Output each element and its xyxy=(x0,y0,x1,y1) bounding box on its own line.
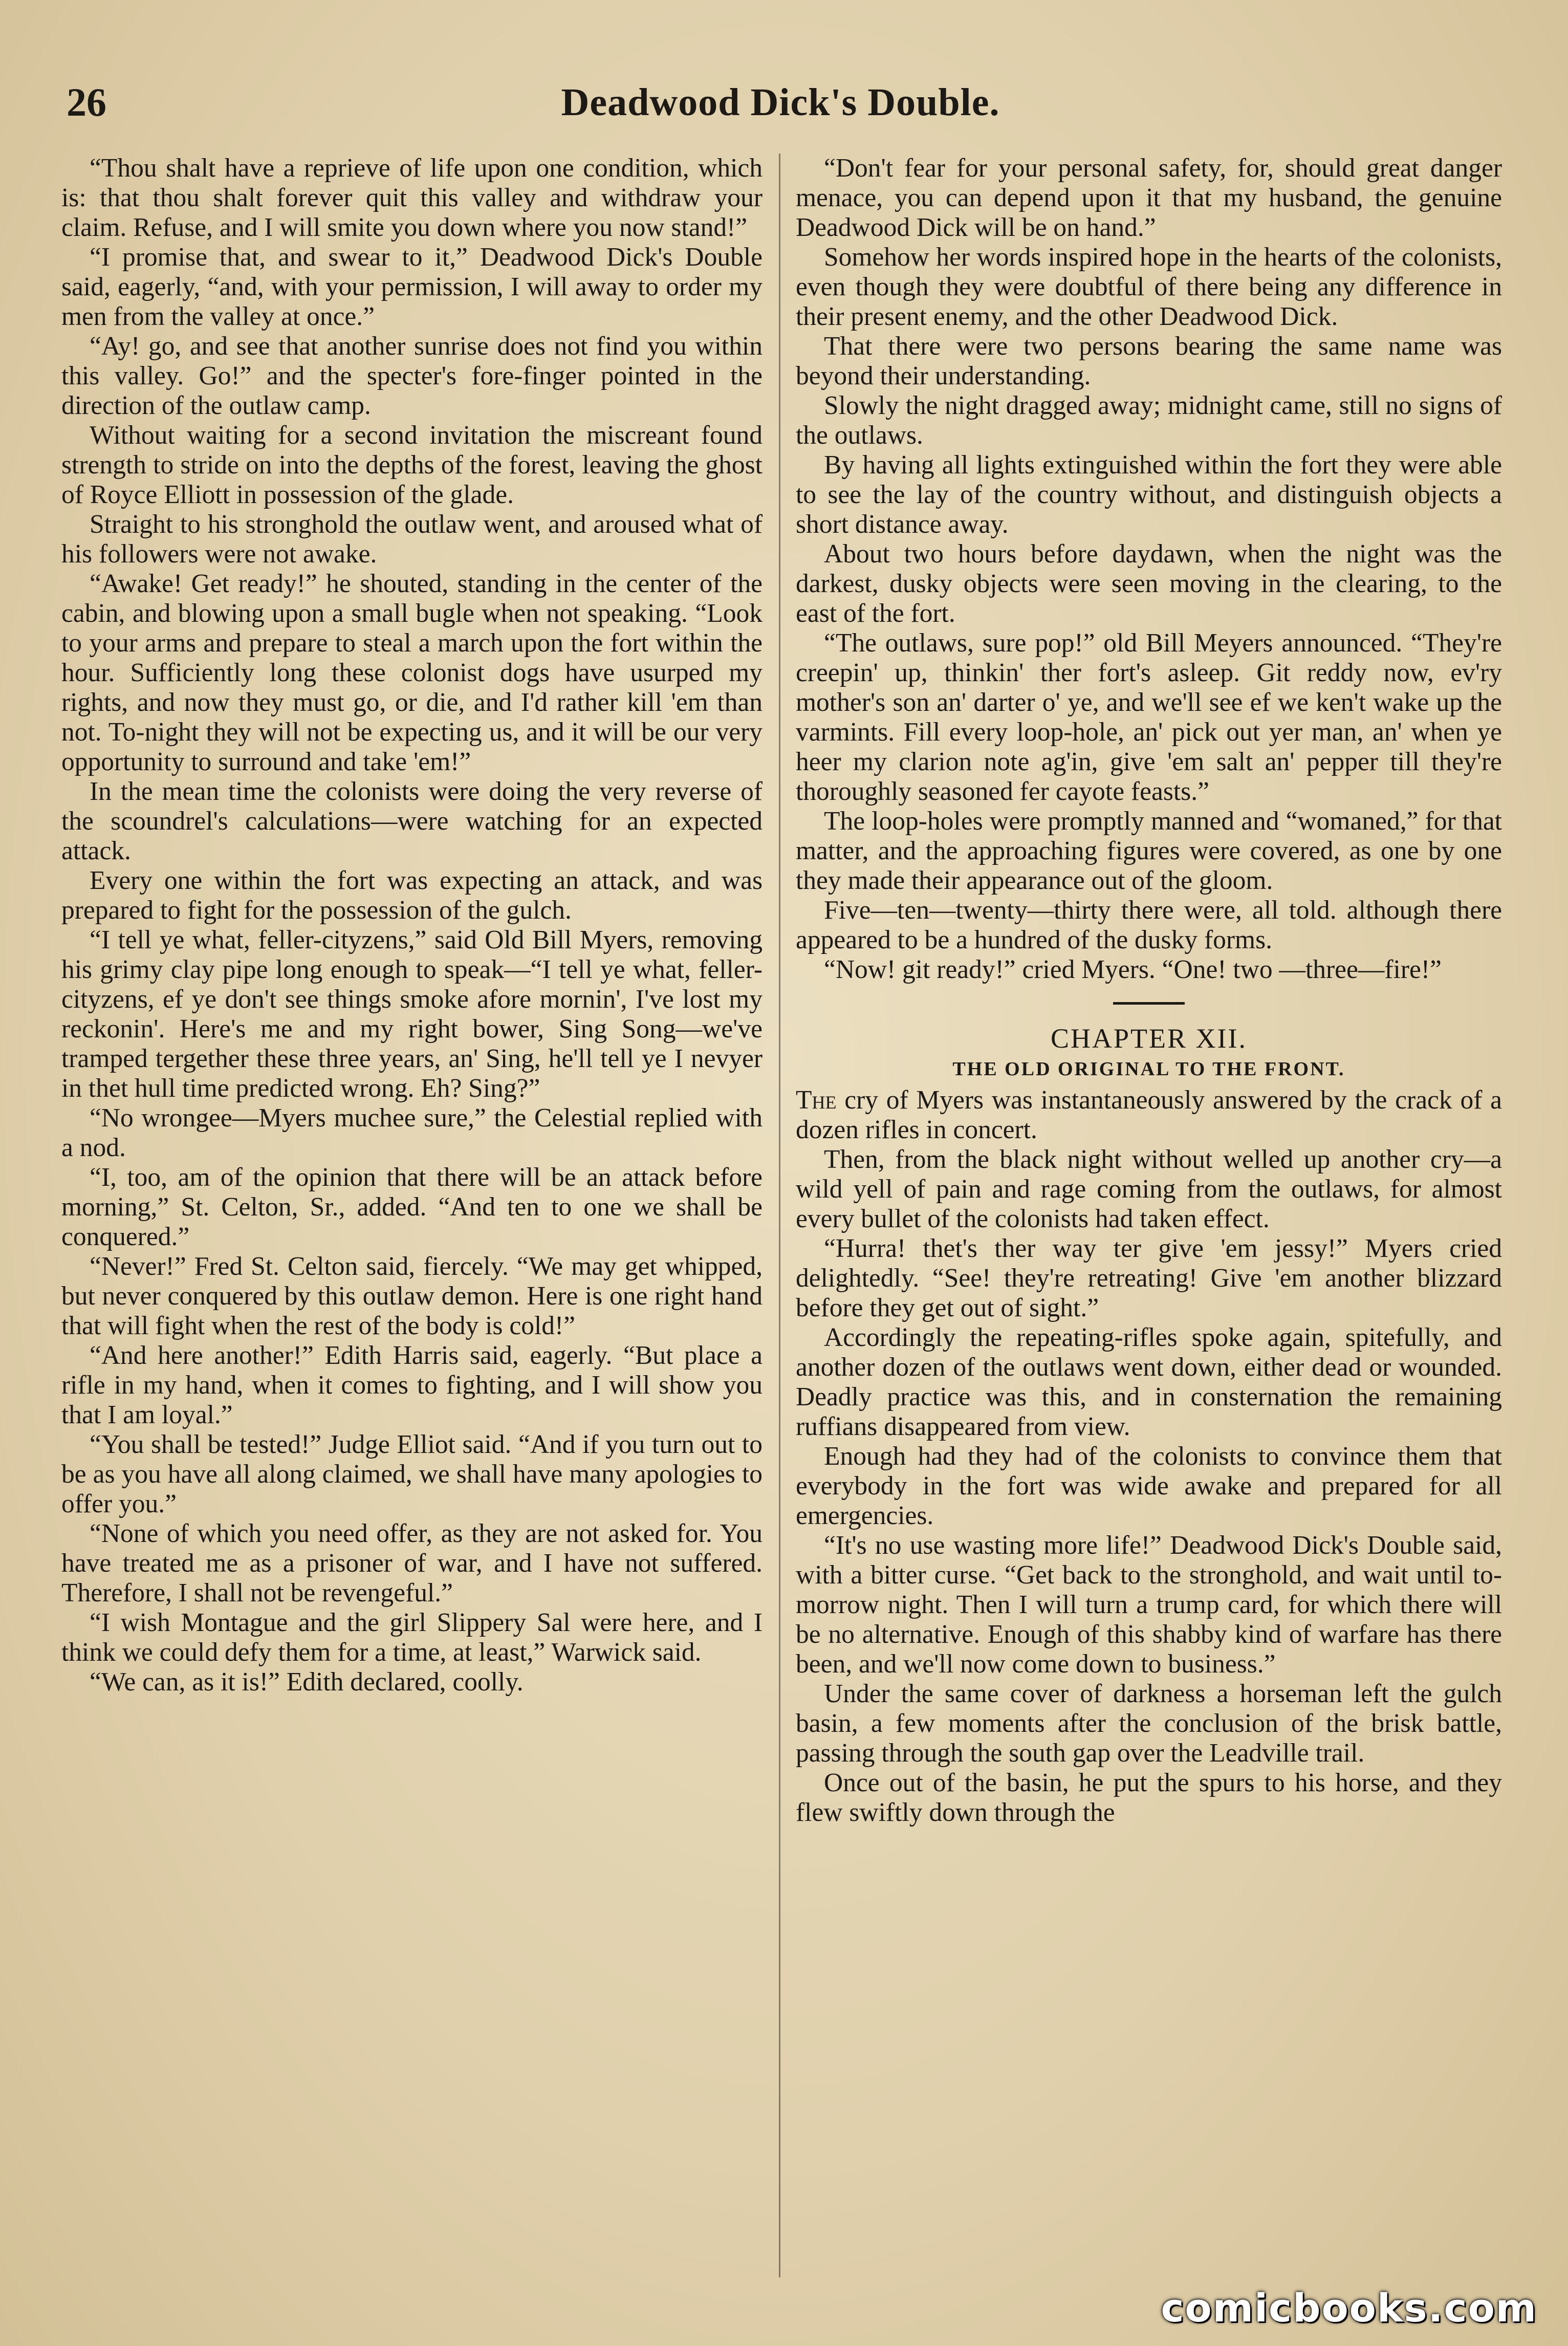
paragraph: “Now! git ready!” cried Myers. “One! two —three—fire!” xyxy=(824,955,1442,984)
paragraph: “Never!” Fred St. Celton said, fiercely. “We may get whipped, but never conquered by this outlaw demon. Here is one right hand that will fight when the rest of the body is cold!” xyxy=(61,1252,763,1340)
page-header xyxy=(67,72,1494,133)
paragraph: Once out of the basin, he put the spurs to his horse, and they flew swiftly down through the xyxy=(796,1768,1502,1827)
paragraph-text: cry of Myers was instantaneously answered by the crack of a dozen rifles in concert. xyxy=(796,1085,1502,1144)
paragraph: Straight to his stronghold the outlaw went, and aroused what of his followers were not awake. xyxy=(61,510,763,569)
paragraph: “The outlaws, sure pop!” old Bill Meyers announced. “They're creepin' up, thinkin' ther fort's asleep. Git reddy now, ev'ry mother's son an' darter o' ye, and we'll see ef we ken't wake up the varmints. Fill every loop-hole, an' pick out yer man, an' when ye heer my clarion note ag'in, give 'em salt an' pepper till they're thoroughly seasoned fer cayote feasts.” xyxy=(796,628,1502,806)
paragraph: “Awake! Get ready!” he shouted, standing in the center of the cabin, and blowing upon a small bugle when not speaking. “Look to your arms and prepare to steal a march upon the fort within the hour. Sufficiently long these colonist dogs have usurped my rights, and now they must go, or die, and I'd rather kill 'em than not. To-night they will not be expecting us, and it will be our very opportunity to surround and take 'em!” xyxy=(61,569,763,776)
chapter-rule xyxy=(1113,1002,1185,1005)
paragraph: “I tell ye what, feller-cityzens,” said Old Bill Myers, removing his grimy clay pipe long enough to speak—“I tell ye what, feller-cityzens, ef ye don't see things smoke afore mornin', I've lost my reckonin'. Here's me and my right bower, Sing Song—we've tramped tergether these three years, an' Sing, he'll tell ye I nevyer in thet hull time predicted wrong. Eh? Sing?” xyxy=(61,925,763,1103)
paragraph: About two hours before daydawn, when the night was the darkest, dusky objects were seen moving in the clearing, to the east of the fort. xyxy=(796,539,1502,628)
page-number: 26 xyxy=(67,80,106,124)
paragraph: That there were two persons bearing the same name was beyond their understanding. xyxy=(796,332,1502,390)
chapter-title: THE OLD ORIGINAL TO THE FRONT. xyxy=(952,1058,1345,1080)
left-column xyxy=(61,154,763,2277)
paragraph: Without waiting for a second invitation the miscreant found strength to stride on into the depths of the forest, leaving the ghost of Royce Elliott in possession of the glade. xyxy=(61,421,763,509)
paragraph: “No wrongee—Myers muchee sure,” the Celestial replied with a nod. xyxy=(61,1103,763,1162)
paragraph: “Don't fear for your personal safety, for, should great danger menace, you can depend upon it that my husband, the genuine Deadwood Dick will be on hand.” xyxy=(796,154,1502,242)
paragraph: In the mean time the colonists were doing the very reverse of the scoundrel's calculations—were watching for an expected attack. xyxy=(61,777,763,865)
paragraph xyxy=(796,1085,1502,1145)
paragraph: “Hurra! thet's ther way ter give 'em jessy!” Myers cried delightedly. “See! they're retreating! Give 'em another blizzard before they get out of sight.” xyxy=(796,1234,1502,1322)
paragraph: “None of which you need offer, as they are not asked for. You have treated me as a prisoner of war, and I have not suffered. Therefore, I shall not be revengeful.” xyxy=(61,1519,763,1608)
paragraph: “We can, as it is!” Edith declared, coolly. xyxy=(90,1667,524,1697)
paragraph: “Thou shalt have a reprieve of life upon one condition, which is: that thou shalt forever quit this valley and withdraw your claim. Refuse, and I will smite you down where you now stand!” xyxy=(61,154,763,242)
column-divider xyxy=(779,154,780,2277)
paragraph: Somehow her words inspired hope in the hearts of the colonists, even though they were doubtful of there being any difference in their present enemy, and the other Deadwood Dick. xyxy=(796,243,1502,331)
paragraph: “I promise that, and swear to it,” Deadwood Dick's Double said, eagerly, “and, with your permission, I will away to order my men from the valley at once.” xyxy=(61,243,763,331)
paragraph: Under the same cover of darkness a horseman left the gulch basin, a few moments after the conclusion of the brisk battle, passing through the south gap over the Leadville trail. xyxy=(796,1679,1502,1768)
watermark-logo: comicbooks.com xyxy=(1161,2285,1537,2331)
chapter-lead-word: The xyxy=(796,1085,837,1115)
paragraph: “It's no use wasting more life!” Deadwood Dick's Double said, with a bitter curse. “Get back to the stronghold, and wait until to-morrow night. Then I will turn a trump card, for which there will be no alternative. Enough of this shabby kind of warfare has there been, and we'll now come down to business.” xyxy=(796,1531,1502,1679)
running-title: Deadwood Dick's Double. xyxy=(561,81,1000,124)
paragraph: “I wish Montague and the girl Slippery Sal were here, and I think we could defy them for a time, at least,” Warwick said. xyxy=(61,1608,763,1667)
chapter-number: CHAPTER XII. xyxy=(1051,1023,1247,1054)
right-column xyxy=(796,154,1502,2277)
paragraph: Then, from the black night without welled up another cry—a wild yell of pain and rage coming from the outlaws, for almost every bullet of the colonists had taken effect. xyxy=(796,1145,1502,1233)
paragraph: Five—ten—twenty—thirty there were, all told. although there appeared to be a hundred of the dusky forms. xyxy=(796,896,1502,954)
paragraph: “I, too, am of the opinion that there will be an attack before morning,” St. Celton, Sr., added. “And ten to one we shall be conquered.” xyxy=(61,1163,763,1251)
paragraph: Slowly the night dragged away; midnight came, still no signs of the outlaws. xyxy=(796,391,1502,450)
paragraph: Accordingly the repeating-rifles spoke again, spitefully, and another dozen of the outlaws went down, either dead or wounded. Deadly practice was this, and in consternation the remaining ruffians disappeared from view. xyxy=(796,1323,1502,1441)
paragraph: Every one within the fort was expecting an attack, and was prepared to fight for the possession of the gulch. xyxy=(61,866,763,925)
paragraph: By having all lights extinguished within the fort they were able to see the lay of the country without, and distinguish objects a short distance away. xyxy=(796,450,1502,539)
paragraph: “Ay! go, and see that another sunrise does not find you within this valley. Go!” and the specter's fore-finger pointed in the direction of the outlaw camp. xyxy=(61,332,763,420)
paragraph: “And here another!” Edith Harris said, eagerly. “But place a rifle in my hand, when it comes to fighting, and I will show you that I am loyal.” xyxy=(61,1341,763,1429)
paragraph: The loop-holes were promptly manned and “womaned,” for that matter, and the approaching figures were covered, as one by one they made their appearance out of the gloom. xyxy=(796,807,1502,895)
paragraph: Enough had they had of the colonists to convince them that everybody in the fort was wide awake and prepared for all emergencies. xyxy=(796,1442,1502,1530)
paragraph: “You shall be tested!” Judge Elliot said. “And if you turn out to be as you have all along claimed, we shall have many apologies to offer you.” xyxy=(61,1430,763,1518)
